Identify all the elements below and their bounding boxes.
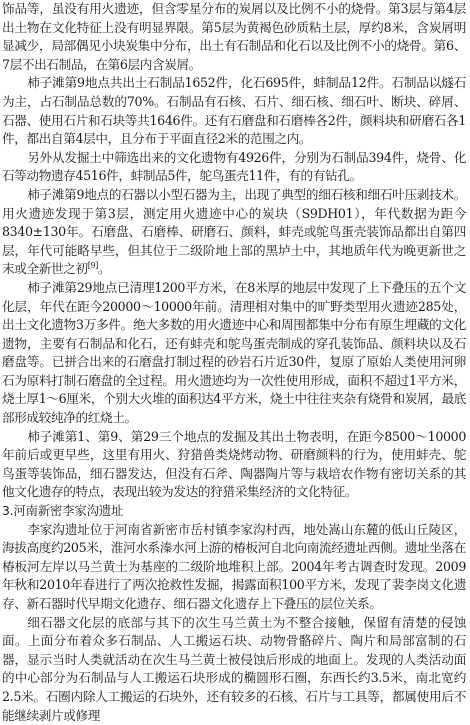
paragraph-text: 柿子滩第9地点的石器以小型石器为主，出现了典型的细石核和细石叶压剥技术。用火遗迹发现于第3层，测定用火遗迹中心的炭块（S9DH01），年代数据为距今8340±130年。石磨盘、石磨棒、研磨石、颜料，蚌壳或鸵鸟蛋壳装饰品都出自第四层，年代可能略早些，但其位于二级阶地上部的黑垆土中，其地质年代为晚更新世之末或全新世之初 bbox=[2, 186, 466, 277]
paragraph-text: 另外从发掘土中筛选出来的文化遗物有4926件，分别为石制品394件，烧骨、化石等动物遗存4516件，蚌制品5件，鸵鸟蛋壳11件，有的有钻孔。 bbox=[2, 149, 466, 184]
paragraph-5 bbox=[2, 279, 466, 428]
paragraph-8 bbox=[2, 614, 466, 725]
citation-reference: [9] bbox=[87, 261, 99, 271]
section-heading-text: 3.河南新密李家沟遗址 bbox=[2, 503, 124, 519]
paragraph-4 bbox=[2, 186, 466, 279]
paragraph-6 bbox=[2, 428, 466, 502]
paragraph-text: 柿子滩第29地点已清理1200平方米，在8米厚的地层中发现了上下叠压的五个文化层，年代在距今20000～10000年前。清理相对集中的旷野类型用火遗迹285处，出土文化遗物3万多件。绝大多数的用火遗迹中心和周围都集中分布有原生埋藏的文化遗物，主要有石制品和化石，还有蚌壳和鸵鸟蛋壳制成的穿孔装饰品、颜料块以及石磨盘等。已拼合出来的石磨盘打制过程的砂岩石片近30件，复原了原始人类使用河卵石为原料打制石磨盘的全过程。用火遗迹均为一次性使用形成，面积不超过1平方米，烧土厚1～6厘米，个别大火堆的面积达4平方米，烧土中往往夹杂有烧骨和炭屑，最底部形成较纯净的红烧土。 bbox=[2, 279, 466, 426]
paragraph-text: 饰品等，虽没有用火遗迹，但含零星分布的炭屑以及比例不小的烧骨。第3层与第4层出土物在文化特征上没有明显界限。第5层为黄褐色砂质粘土层，厚约8米，含炭屑明显减少，局部偶见小块炭集中分布，出土有石制品和化石以及比例不小的烧骨。第6、7层不出石制品，在第6层内含炭屑。 bbox=[2, 1, 466, 72]
paragraph-7 bbox=[2, 521, 466, 614]
paragraph-text: 细石器文化层的底部与其下的次生马兰黄土为不整合接触，保留有清楚的侵蚀面。上面分布着众多石制品、人工搬运石块、动物骨骼碎片、陶片和局部富制的石器，显示当时人类就活动在次生马兰黄土被侵蚀后形成的地面上。发现的人类活动面的中心部分为石制品与人工搬运石块形成的椭圆形石圈，东西长约3.5米，南北宽约2.5米。石圈内除人工搬运的石块外，还有较多的石核、石片与工具等，都属使用后不能继续剥片或修理 bbox=[2, 614, 466, 723]
section-heading bbox=[2, 502, 466, 521]
paragraph-3 bbox=[2, 149, 466, 186]
paragraph-text: 柿子滩第9地点共出土石制品1652件，化石695件，蚌制品12件。石制品以燧石为主，占石制品总数的70%。石制品有石核、石片、细石核、细石叶、断块、碎屑、石器、使用石片和石块等共1646件。还有石磨盘和石磨棒各2件，颜料块和研磨石各1件，都出自第4层中，且分布于平面直径2米的范围之内。 bbox=[2, 75, 466, 147]
paragraph-2 bbox=[2, 74, 466, 148]
paragraph-text: 柿子滩第1、第9、第29三个地点的发掘及其出土物表明，在距今8500～10000年前后或更早些，这里有用火、狩猎兽类烧烤动物、研磨颜料的行为，使用蚌壳、鸵鸟蛋等装饰品，细石器发达，但没有石斧、陶器陶片等与栽培农作物有密切关系的其他文化遗存的特点，表现出较为发达的狩猎采集经济的文化特征。 bbox=[2, 428, 466, 500]
paragraph-1 bbox=[2, 0, 466, 74]
paragraph-text: 李家沟遗址位于河南省新密市岳村镇李家沟村西，地处嵩山东麓的低山丘陵区，海拔高度约205米，淮河水系溱水河上游的椿板河自北向南流经遗址西侧。遗址坐落在椿板河左岸以马兰黄土为基座的二级阶地堆积上部。2004年考古调查时发现。2009年秋和2010年春进行了两次抢救性发掘，揭露面积100平方米，发现了裴李岗文化遗存、新石器时代早期文化遗存、细石器文化遗存上下叠压的层位关系。 bbox=[2, 521, 466, 611]
paragraph-end-punctuation: 。 bbox=[98, 261, 111, 277]
